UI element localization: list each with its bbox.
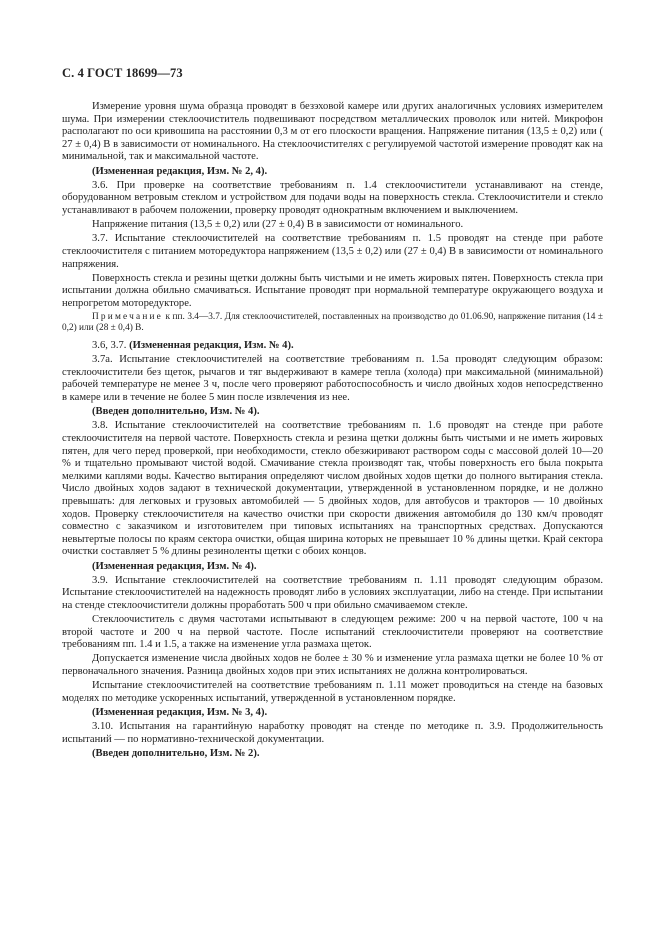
amendment-note: (Введен дополнительно, Изм. № 2). xyxy=(92,748,260,759)
paragraph-3-7a: 3.7а. Испытание стеклоочистителей на соответствие требованиям п. 1.5а проводят следующим образом: стеклоочистители без щеток, рычагов и тяг выдерживают в камере тепла (холода) при максимальной (минимальной) рабочей температуре не менее 3 ч, после чего проверяют работоспособность и число двойных ходов непосредственно в камере или в течение не более 5 мин после извлечения из нее. xyxy=(62,354,603,404)
paragraph-glass-surface: Поверхность стекла и резины щетки должны быть чистыми и не иметь жировых пятен. Поверхность стекла при испытании должна обильно смачиваться. Испытание проводят при нормальной температуре окружающего воздуха и непрогретом моторедукторе. xyxy=(62,272,603,309)
footnote xyxy=(62,312,603,334)
paragraph-noise-measurement: Измерение уровня шума образца проводят в безэховой камере или других аналогичных условиях измерителем шума. При измерении стеклоочиститель подвешивают посредством металлических проволок или нитей. Микрофон располагают по оси кривошипа на расстоянии 0,3 м от его плоскости вращения. Напряжение питания (13,5 ± 0,2) или ( 27 ± 0,4) В в зависимости от номинального. На стеклоочистителях с регулируемой частотой измерение проводят как на минимальной, так и максимальной частоте. xyxy=(62,101,603,163)
footnote-text: к пп. 3.4—3.7. Для стеклоочистителей, поставленных на производство до 01.06.90, напряжение питания (14 ± 0,2) или (28 ± 0,4) В. xyxy=(62,312,603,334)
amendment-note: (Измененная редакция, Изм. № 3, 4). xyxy=(92,707,268,719)
paragraph-3-10: 3.10. Испытания на гарантийную наработку проводят на стенде по методике п. 3.9. Продолжительность испытаний — по нормативно-технической документации. xyxy=(62,721,603,745)
amendment-note: (Измененная редакция, Изм. № 2, 4). xyxy=(92,165,268,177)
footnote-label: Примечание xyxy=(92,312,163,323)
amendment-note: (Измененная редакция, Изм. № 4). xyxy=(92,560,257,572)
paragraph-3-6: 3.6. При проверке на соответствие требованиям п. 1.4 стеклоочистители устанавливают на стенде, оборудованном ветровым стеклом и устройством для подачи воды на поверхность стекла. Стеклоочистители и стекло устанавливают в рабочем положении, проверку проводят однократным включением и выключением. xyxy=(62,179,603,216)
paragraph-3-7: 3.7. Испытание стеклоочистителей на соответствие требованиям п. 1.5 проводят на стенде при работе стеклоочистителя с питанием моторедуктора напряжением (13,5 ± 0,2) или (27 ± 0,4) В в зависимости от номинального напряжения. xyxy=(62,233,603,270)
amendment-label: (Измененная редакция, Изм. № 4). xyxy=(129,340,294,352)
amendment-prefix: 3.6, 3.7. xyxy=(92,340,130,352)
paragraph-allowed-change: Допускается изменение числа двойных ходов не более ± 30 % и изменение угла размаха щетки не более 10 % от первоначального значения. Разница двойных ходов при этих испытаниях не должна контролироваться. xyxy=(62,653,603,678)
amendment-note: (Введен дополнительно, Изм. № 4). xyxy=(92,406,260,418)
page-header: С. 4 ГОСТ 18699—73 xyxy=(62,66,183,80)
paragraph-3-9: 3.9. Испытание стеклоочистителей на соответствие требованиям п. 1.11 проводят следующим образом. Испытание стеклоочистителей на надежность проводят либо в условиях эксплуатации, либо на стенде. При испытании на стенде стеклоочистители должны проработать 500 ч при обильно смачиваемом стекле. xyxy=(62,574,603,611)
paragraph-accelerated-tests: Испытание стеклоочистителей на соответствие требованиям п. 1.11 может проводиться на стенде на базовых моделях по методике ускоренных испытаний, утвержденной в установленном порядке. xyxy=(62,680,603,704)
amendment-note-3-6-3-7 xyxy=(62,340,603,353)
document-page xyxy=(62,66,603,762)
paragraph-two-frequency: Стеклоочиститель с двумя частотами испытывают в следующем режиме: 200 ч на первой частоте, 100 ч на второй частоте и 200 ч на первой частоте. После испытаний стеклоочистители проверяют на соответствие требованиям пп. 1.4 и 1.5, а также на изменение угла размаха щеток. xyxy=(62,614,603,651)
paragraph-supply-voltage: Напряжение питания (13,5 ± 0,2) или (27 ± 0,4) В в зависимости от номинального. xyxy=(92,219,464,231)
paragraph-3-8: 3.8. Испытание стеклоочистителей на соответствие требованиям п. 1.6 проводят на стенде при работе стеклоочистителя на первой частоте. Поверхность стекла и резина щетки должны быть чистыми и не иметь жировых пятен, для чего перед проверкой, при необходимости, стекло обезжиривают раствором соды с массовой долей 10—20 % и тщательно промывают чистой водой. Смачивание стекла производят так, чтобы поверхность его была покрыта мелкими каплями воды. Качество вытирания определяют числом двойных ходов щетки до полного вытирания стекла. Число двойных ходов задают в технической документации, утвержденной в установленном порядке, и не должно превышать: для легковых и грузовых автомобилей — 5 двойных ходов, для автобусов и тракторов — 10 двойных ходов. Проверку стеклоочистителя на качество очистки при скорости движения автомобиля до 130 км/ч проводят совместно с заказчиком и изготовителем при типовых испытаниях на транспортных средствах. Допускаются невытертые полосы по краям сектора очистки, общая ширина которых не превышает 10 % длины щетки. Край сектора очистки составляет 5 % длины резиноленты щетки с обоих концов. xyxy=(62,420,603,558)
